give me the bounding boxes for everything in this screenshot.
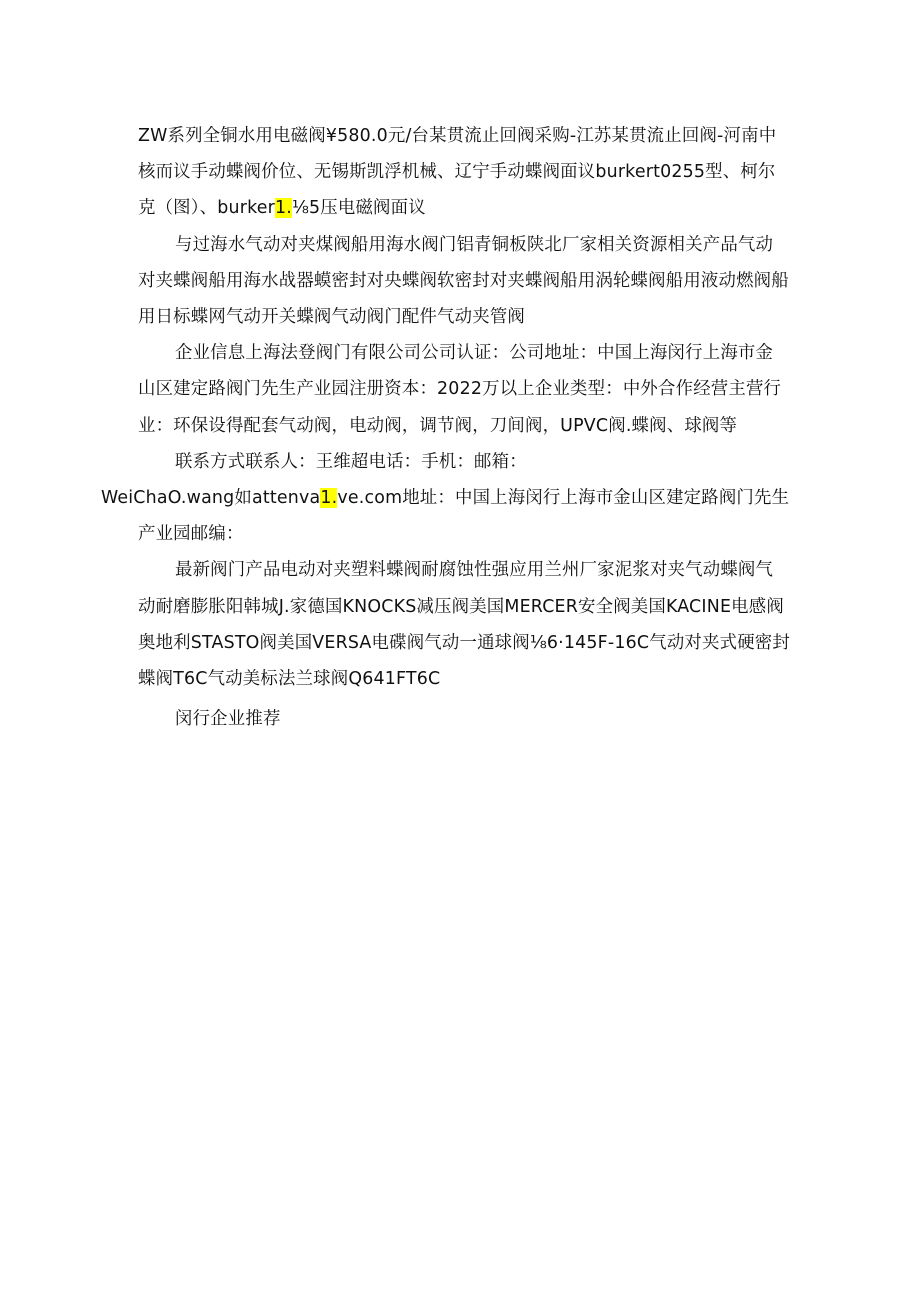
paragraph-text: ve.com地址：中国上海闵行上海市金山区建定路阀门先生产业园邮编：: [138, 488, 790, 545]
paragraph-text: 联系方式联系人：王维超电话：手机：邮箱：: [175, 451, 527, 472]
paragraph-contact-info: [101, 444, 790, 553]
highlighted-text: 1.: [320, 488, 338, 509]
paragraph-company-info: [138, 335, 790, 444]
paragraph-text: ⅛5压电磁阀面议: [291, 198, 426, 219]
paragraph-recommended-enterprises: [138, 701, 790, 737]
paragraph-text: 最新阀门产品电动对夹塑料蝶阀耐腐蚀性强应用兰州厂家泥浆对夹气动蝶阀气动耐磨膨胀阳韩城J.家德国KNOCKS减压阀美国MERCER安全阀美国KACINE电感阀奥地利STASTO阀美国VERSA电碟阀气动一通球阀⅛6·145F-16C气动对夹式硬密封蝶阀T6C气动美标法兰球阀Q641FT6C: [138, 560, 790, 690]
contact-email-text: WeiChaO.wang如attenva: [101, 488, 321, 509]
paragraph-text: 与过海水气动对夹煤阀船用海水阀门铝青铜板陕北厂家相关资源相关产品气动对夹蝶阀船用海水战器蟆密封对央蝶阀软密封对夹蝶阀船用涡轮蝶阀船用液动燃阀船用日标蝶网气动开关蝶阀气动阀门配件气动夹管阀: [138, 234, 789, 328]
paragraph-text: 企业信息上海法登阀门有限公司公司认证：公司地址：中国上海闵行上海市金山区建定路阀门先生产业园注册资本：2022万以上企业类型：中外合作经营主营行业：环保设得配套气动阀，电动阀，调节阀，刀间阀，UPVC阀.蝶阀、球阀等: [138, 343, 782, 436]
paragraph-text: 闵行企业推荐: [175, 709, 281, 730]
paragraph-text: ZW系列全铜水用电磁阀¥580.0元/台某贯流止回阀采购-江苏某贯流止回阀-河南中核而议手动蝶阀价位、无锡斯凯浮机械、辽宁手动蝶阀面议burkert0255型、柯尔克（图）、burker: [138, 126, 777, 219]
highlighted-text: 1.: [274, 198, 292, 219]
document-body: [101, 118, 790, 737]
paragraph-product-listing: [138, 118, 790, 227]
paragraph-latest-products: [138, 552, 790, 697]
paragraph-related-products: [138, 227, 790, 336]
